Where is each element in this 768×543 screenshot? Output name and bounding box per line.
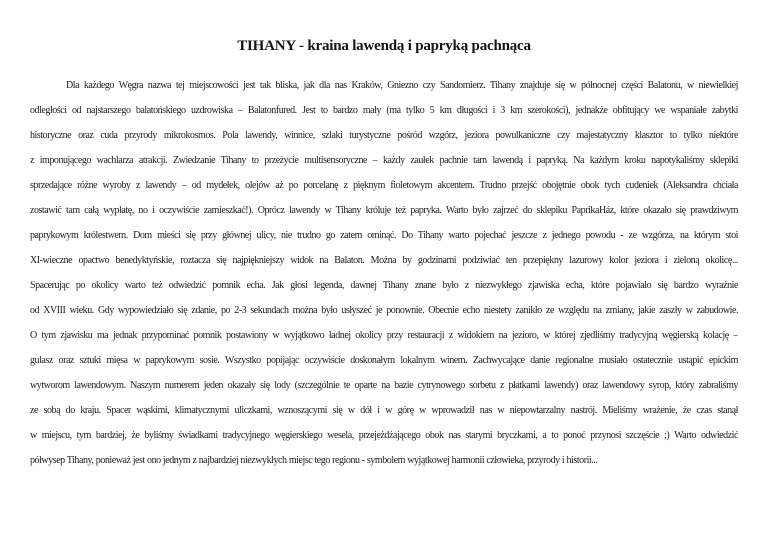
paragraph-line: zostawić tam całą wypłatę, no i oczywiście zamieszkać!). Oprócz lawendy w Tihany króluje też papryka. Warto było zajrzeć do sklepiku PaprikaHáz, które okazało się prawdziwym: [30, 205, 738, 216]
paragraph-line: sprzedające różne wyroby z lawendy – od mydełek, olejów aż po porcelanę z pięknym fioletowym akcentem. Trudno przejść obojętnie obok tych cudeniek (Aleksandra chciała: [30, 180, 738, 191]
page-title: TIHANY - kraina lawendą i papryką pachnąca: [237, 38, 531, 54]
paragraph-line: z imponującego wachlarza atrakcji. Zwiedzanie Tihany to przeżycie multisensoryczne – każdy zaułek pachnie tam lawendą i papryką. Na każdym kroku napotykaliśmy sklepiki: [30, 155, 738, 166]
paragraph-line: ze sobą do kraju. Spacer wąskimi, klimatycznymi uliczkami, wznoszącymi się w dół i w górę w wprowadził nas w niepowtarzalny nastrój. Mieliśmy wrażenie, że czas stanął: [30, 405, 738, 416]
paragraph-line: Spacerując po okolicy warto też odwiedzić pomnik echa. Jak głosi legenda, dawnej Tihany znane było z niezwykłego zjawiska echa, które pojawiało się bardzo wyraźnie: [30, 280, 738, 291]
paragraph-line: od XVIII wieku. Gdy wypowiedziało się zdanie, po 2-3 sekundach można było usłyszeć je ponownie. Obecnie echo niestety zanikło ze względu na zmiany, jakie zaszły w zabudowie.: [30, 305, 738, 316]
paragraph-line: w miejscu, tym bardziej, że byliśmy świadkami tradycyjnego węgierskiego wesela, przejeżdżającego obok nas starymi bryczkami, a to ponoć przynosi szczęście ;) Warto odwiedzić: [30, 430, 738, 441]
paragraph-line: półwysep Tihany, ponieważ jest ono jednym z najbardziej niezwykłych miejsc tego regionu - symbolem wyjątkowej harmonii człowieka, przyrody i historii...: [30, 455, 598, 466]
paragraph-line: paprykowym królestwem. Dom mieści się przy głównej ulicy, nie trudno go zatem ominąć. Do Tihany warto pojechać jeszcze z jednego powodu - ze wzgórza, na którym stoi: [30, 230, 738, 241]
paragraph-line: historyczne oraz cuda przyrody mikrokosmos. Pola lawendy, winnice, szlaki turystyczne pośród wzgórz, jeziora powulkaniczne czy majestatyczny klasztor to tylko niektóre: [30, 130, 738, 141]
paragraph-line: gulasz oraz sztuki mięsa w paprykowym sosie. Wszystko popijając oczywiście doskonałym lokalnym winem. Zachwycające danie regionalne musiało ostatecznie ustąpić epickim: [30, 355, 738, 366]
paragraph-line: Dla każdego Węgra nazwa tej miejscowości jest tak bliska, jak dla nas Kraków, Gniezno czy Sandomierz. Tihany znajduje się w północnej części Balatonu, w niewielkiej: [66, 80, 738, 91]
paragraph-line: odległości od najstarszego balatońskiego uzdrowiska – Balatonfured. Jest to bardzo mały (ma tylko 5 km długości i 3 km szerokości), jednakże obfitujący we wspaniałe zabytki: [30, 105, 738, 116]
paragraph: [30, 73, 738, 473]
paragraph-line: XI-wieczne opactwo benedyktyńskie, roztacza się najpiękniejszy widok na Balaton. Można by godzinami podziwiać ten przepiękny lazurowy kolor jeziora i zieloną okolicę...: [30, 255, 738, 266]
paragraph-line: O tym zjawisku ma jednak przypominać pomnik postawiony w wyjątkowo ładnej okolicy przy restauracji z widokiem na jezioro, w której zjedliśmy tradycyjną węgierską kolację –: [30, 330, 738, 341]
paragraph-line: wytworom lawendowym. Naszym numerem jeden okazały się lody (szczególnie te oparte na bazie cytrynowego sorbetu z płatkami lawendy) oraz lawendowy syrop, który zabraliśmy: [30, 380, 738, 391]
